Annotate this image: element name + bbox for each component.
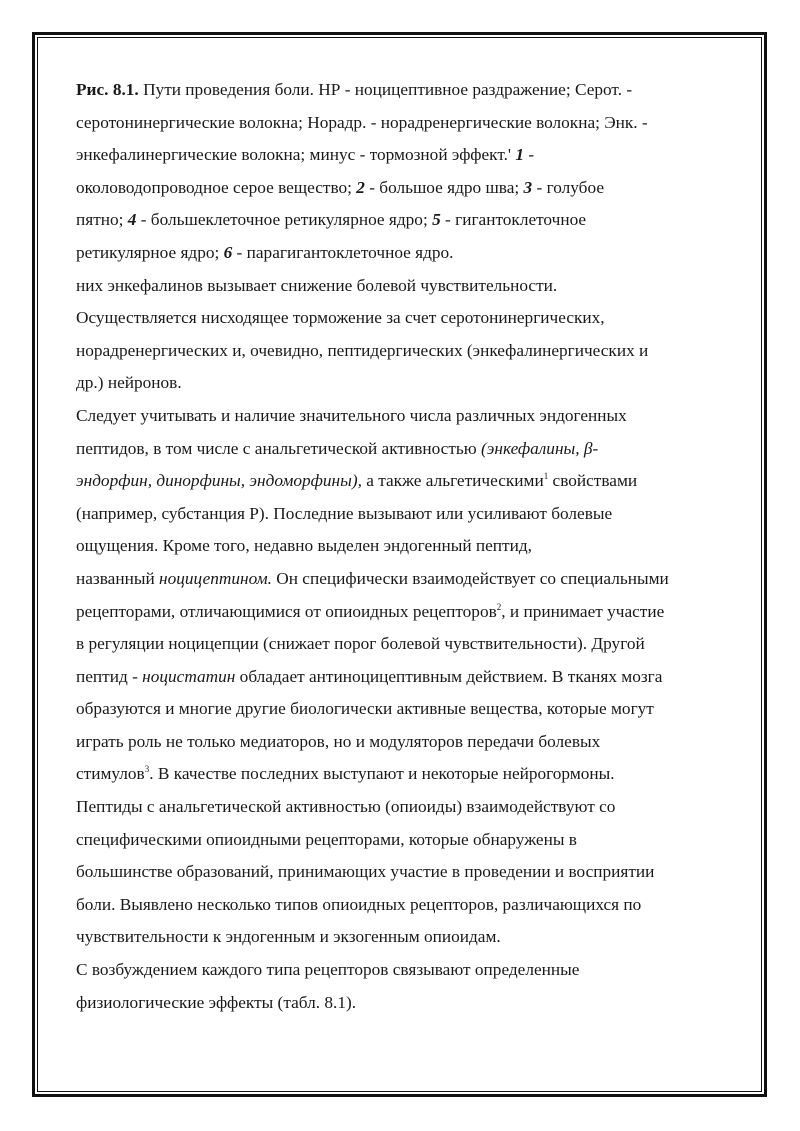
footnote-mark: 3: [144, 764, 150, 775]
caption-text: -: [524, 145, 535, 165]
body-line: физиологические эффекты (табл. 8.1).: [76, 992, 357, 1012]
caption-line: [76, 139, 736, 172]
body-text: а также альгетическими: [361, 471, 544, 491]
body-line: др.) нейронов.: [76, 373, 182, 393]
caption-text: - парагигантоклеточное ядро.: [232, 242, 454, 262]
caption-text: Пути проведения боли. НР - ноцицептивное раздражение; Серот. -: [138, 80, 633, 99]
marker-number: 4: [127, 210, 137, 230]
caption-text: - гигантоклеточное: [440, 210, 587, 230]
caption-text: энкефалинергические волокна; минус - тормозной эффект.': [76, 145, 516, 165]
body-text: Он специфически взаимодействует со специальными: [271, 568, 669, 588]
body-line: них энкефалинов вызывает снижение болевой чувствительности.: [76, 275, 558, 295]
italic-text: ноцицептином.: [159, 568, 272, 588]
figure-label: Рис. 8.1.: [76, 80, 139, 99]
caption-line: [76, 74, 736, 107]
body-line: [76, 758, 736, 791]
italic-text: ноцистатин: [142, 666, 236, 686]
caption-text: околоводопроводное серое вещество;: [76, 177, 357, 197]
body-text: , и принимает участие: [501, 601, 665, 621]
body-line: норадренергических и, очевидно, пептидергических (энкефалинергических и: [76, 340, 649, 360]
body-line: [76, 661, 736, 694]
body-text: свойствами: [548, 471, 638, 491]
footnote-mark: 2: [496, 601, 502, 612]
body-line: С возбуждением каждого типа рецепторов связывают определенные: [76, 960, 580, 980]
body-line: Следует учитывать и наличие значительного числа различных эндогенных: [76, 405, 627, 425]
body-line: Осуществляется нисходящее торможение за счет серотонинергических,: [76, 308, 605, 328]
marker-number: 3: [523, 177, 533, 197]
italic-text: эндорфин, динорфины, эндоморфины),: [76, 471, 362, 491]
body-text: стимулов: [76, 764, 145, 784]
body-text: обладает антиноцицептивным действием. В тканях мозга: [235, 666, 663, 686]
marker-number: 5: [432, 210, 441, 230]
caption-line: [76, 172, 736, 205]
body-text: . В качестве последних выступают и некоторые нейрогормоны.: [149, 764, 615, 784]
body-line: [76, 596, 736, 629]
caption-text: пятно;: [76, 210, 128, 230]
caption-text: - голубое: [532, 177, 604, 197]
body-line: [76, 563, 736, 596]
caption-text: ретикулярное ядро;: [76, 242, 224, 262]
body-text: пептид -: [76, 666, 143, 686]
italic-text: (энкефалины, β-: [481, 438, 599, 458]
caption-text: - большое ядро шва;: [364, 177, 524, 197]
body-line: (например, субстанция Р). Последние вызывают или усиливают болевые: [76, 503, 613, 523]
body-line: играть роль не только медиаторов, но и модуляторов передачи болевых: [76, 731, 601, 751]
body-line: чувствительности к эндогенным и экзогенным опиоидам.: [76, 927, 501, 947]
body-line: ощущения. Кроме того, недавно выделен эндогенный пептид,: [76, 536, 532, 556]
caption-line: серотонинергические волокна; Норадр. - норадренергические волокна; Энк. -: [76, 112, 648, 132]
footnote-mark: 1: [543, 471, 549, 482]
body-text: пептидов, в том числе с анальгетической активностью: [76, 438, 482, 458]
caption-line: [76, 237, 736, 270]
body-line: большинстве образований, принимающих участие в проведении и восприятии: [76, 862, 655, 882]
document-text: [76, 74, 736, 1019]
body-line: специфическими опиоидными рецепторами, которые обнаружены в: [76, 829, 577, 849]
body-line: [76, 433, 736, 466]
body-line: образуются и многие другие биологически активные вещества, которые могут: [76, 699, 654, 719]
body-line: Пептиды с анальгетической активностью (опиоиды) взаимодействуют со: [76, 797, 616, 817]
caption-text: - большеклеточное ретикулярное ядро;: [136, 210, 433, 230]
marker-number: 1: [515, 145, 524, 165]
body-text: рецепторами, отличающимися от опиоидных рецепторов: [76, 601, 497, 621]
body-line: в регуляции ноцицепции (снижает порог болевой чувствительности). Другой: [76, 634, 645, 654]
body-line: [76, 465, 736, 498]
marker-number: 6: [223, 242, 233, 262]
body-line: боли. Выявлено несколько типов опиоидных рецепторов, различающихся по: [76, 894, 642, 914]
caption-line: [76, 204, 736, 237]
marker-number: 2: [356, 177, 365, 197]
body-text: названный: [76, 568, 160, 588]
